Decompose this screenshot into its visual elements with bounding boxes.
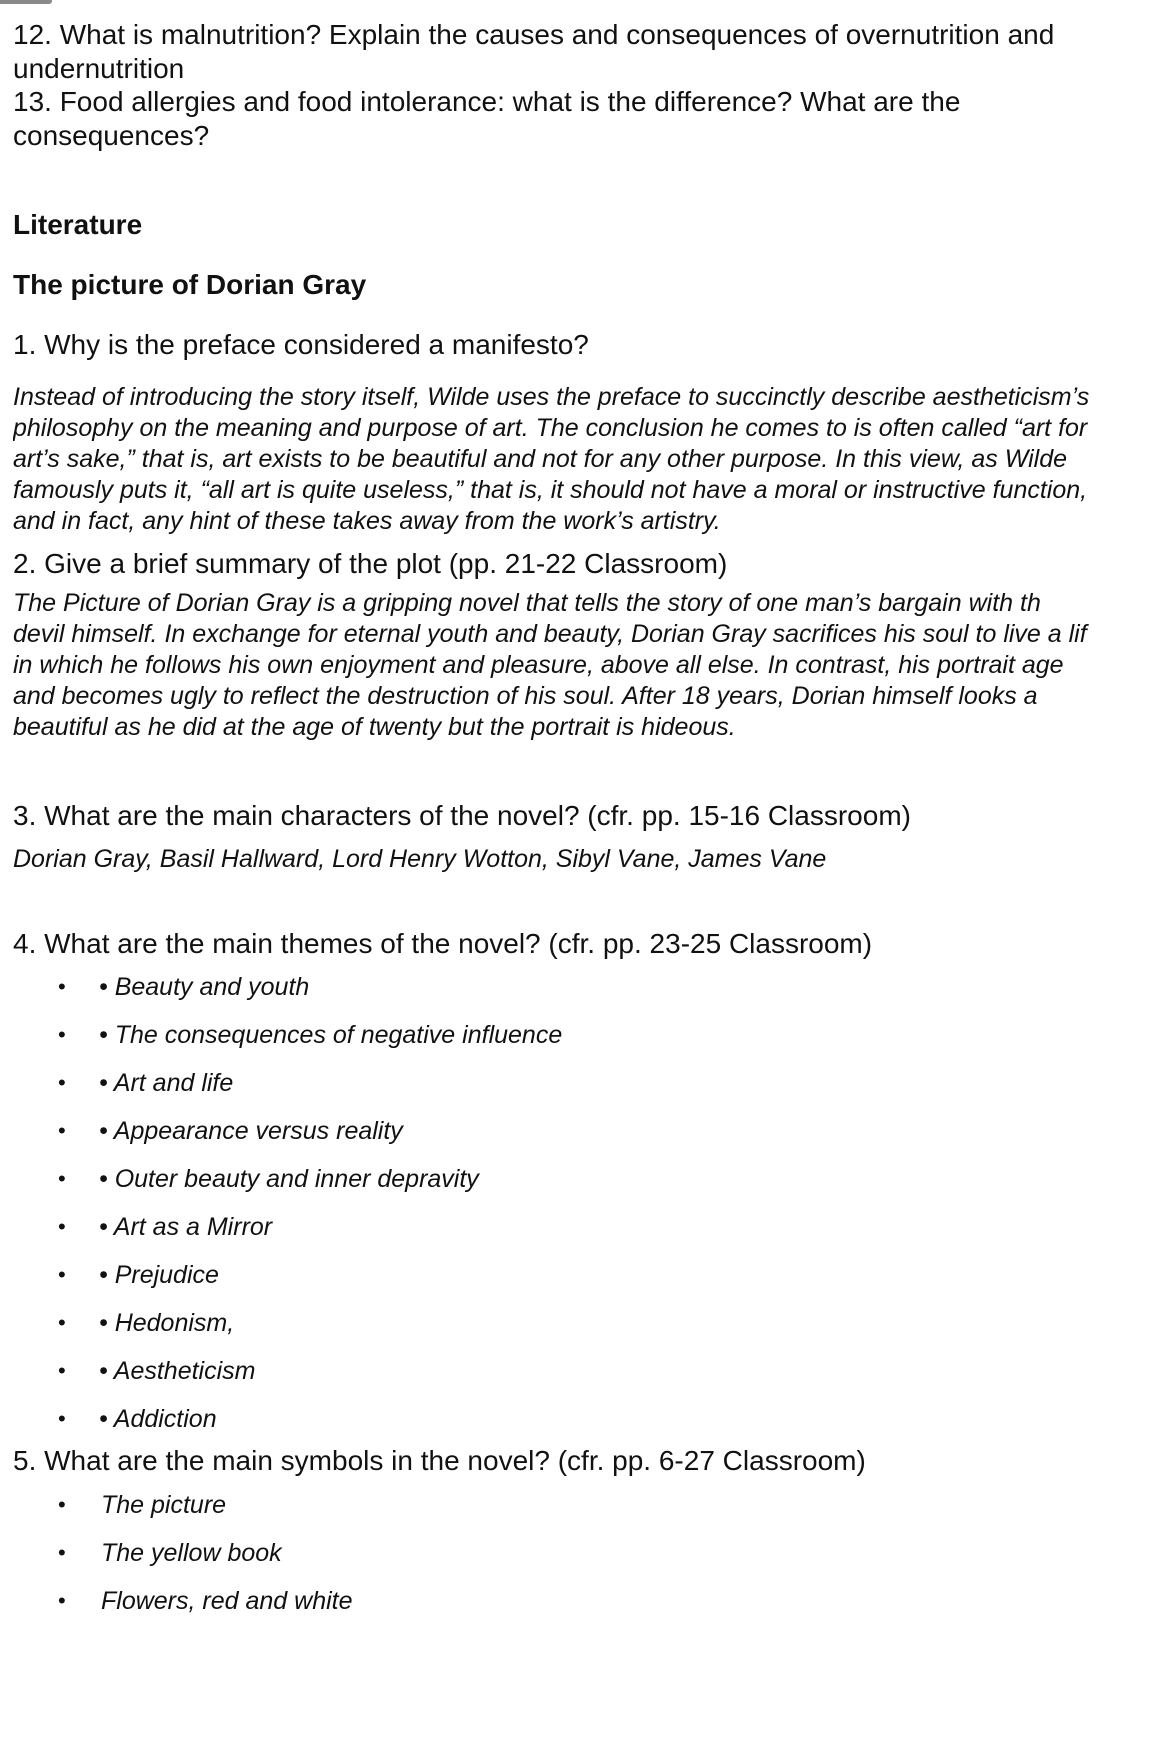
theme-text: • Outer beauty and inner depravity bbox=[99, 1165, 479, 1193]
theme-text: • The consequences of negative influence bbox=[99, 1021, 563, 1049]
answer-line: famously puts it, “all art is quite useless,” that is, it should not have a moral or instructive function, bbox=[13, 475, 1088, 504]
list-item bbox=[13, 1114, 1170, 1162]
bullet: • bbox=[58, 1022, 66, 1047]
question-text: consequences? bbox=[13, 119, 210, 151]
symbols-list bbox=[13, 1488, 1170, 1632]
list-item bbox=[13, 1306, 1170, 1354]
section-title: Literature bbox=[13, 209, 143, 240]
symbol-text: The yellow book bbox=[101, 1538, 282, 1567]
answer-line: in which he follows his own enjoyment and pleasure, above all else. In contrast, his portrait age bbox=[13, 651, 1064, 679]
question-text: 12. What is malnutrition? Explain the causes and consequences of overnutrition and bbox=[13, 19, 1055, 50]
bullet: • bbox=[58, 1587, 66, 1613]
list-item bbox=[13, 1258, 1170, 1306]
bullet: • bbox=[58, 1310, 66, 1335]
answer-line: Instead of introducing the story itself, Wilde uses the preface to succinctly describe aestheticism’s bbox=[13, 382, 1090, 411]
list-item bbox=[13, 1162, 1170, 1210]
book-title: The picture of Dorian Gray bbox=[13, 269, 367, 300]
question-3: 3. What are the main characters of the novel? (cfr. pp. 15-16 Classroom) bbox=[13, 800, 911, 831]
answer-2 bbox=[13, 588, 1170, 743]
answer-line: art’s sake,” that is, art exists to be beautiful and not for any other purpose. In this view, as Wilde bbox=[13, 444, 1068, 473]
theme-text: • Appearance versus reality bbox=[99, 1117, 403, 1145]
list-item bbox=[13, 1354, 1170, 1402]
list-item bbox=[13, 1066, 1170, 1114]
symbol-text: Flowers, red and white bbox=[101, 1586, 353, 1615]
theme-text: • Addiction bbox=[99, 1405, 217, 1433]
question-text: 13. Food allergies and food intolerance: what is the difference? What are the bbox=[13, 86, 961, 117]
question-1: 1. Why is the preface considered a manifesto? bbox=[13, 329, 589, 360]
bullet: • bbox=[58, 1491, 66, 1517]
prior-question-13 bbox=[13, 85, 1170, 152]
bullet: • bbox=[58, 1214, 66, 1239]
theme-text: • Art as a Mirror bbox=[99, 1213, 273, 1241]
question-4: 4. What are the main themes of the novel? (cfr. pp. 23-25 Classroom) bbox=[13, 927, 873, 959]
theme-text: • Aestheticism bbox=[99, 1357, 256, 1385]
answer-line: and becomes ugly to reflect the destruction of his soul. After 18 years, Dorian himself looks a bbox=[13, 682, 1038, 710]
answer-line: philosophy on the meaning and purpose of art. The conclusion he comes to is often called “art for bbox=[13, 413, 1088, 442]
question-2: 2. Give a brief summary of the plot (pp. 21-22 Classroom) bbox=[13, 547, 728, 579]
theme-text: • Hedonism, bbox=[99, 1309, 235, 1337]
bullet: • bbox=[58, 1262, 66, 1287]
theme-text: • Art and life bbox=[99, 1069, 234, 1097]
bullet: • bbox=[58, 974, 66, 999]
bullet: • bbox=[58, 1358, 66, 1383]
theme-text: • Beauty and youth bbox=[99, 973, 310, 1001]
prior-question-12 bbox=[13, 18, 1170, 85]
list-item bbox=[13, 1018, 1170, 1066]
bullet: • bbox=[58, 1070, 66, 1095]
bullet: • bbox=[58, 1166, 66, 1191]
list-item bbox=[13, 1210, 1170, 1258]
question-5: 5. What are the main symbols in the novel? (cfr. pp. 6-27 Classroom) bbox=[13, 1445, 866, 1476]
bullet: • bbox=[58, 1118, 66, 1143]
answer-line: beautiful as he did at the age of twenty but the portrait is hideous. bbox=[13, 713, 736, 741]
answer-line: and in fact, any hint of these takes away from the work’s artistry. bbox=[13, 506, 721, 535]
top-edge-indicator bbox=[0, 0, 52, 4]
answer-1 bbox=[13, 382, 1170, 537]
symbol-text: The picture bbox=[101, 1490, 227, 1519]
document-page bbox=[13, 18, 1170, 1632]
list-item bbox=[13, 1536, 1170, 1584]
answer-line: devil himself. In exchange for eternal youth and beauty, Dorian Gray sacrifices his soul to live a lif bbox=[13, 620, 1087, 648]
list-item bbox=[13, 970, 1170, 1018]
themes-list bbox=[13, 970, 1170, 1440]
bullet: • bbox=[58, 1406, 66, 1431]
question-text: undernutrition bbox=[13, 52, 185, 84]
theme-text: • Prejudice bbox=[99, 1261, 219, 1289]
bullet: • bbox=[58, 1539, 66, 1565]
list-item bbox=[13, 1402, 1170, 1440]
list-item bbox=[13, 1584, 1170, 1632]
answer-line: The Picture of Dorian Gray is a gripping novel that tells the story of one man’s bargain with th bbox=[13, 589, 1041, 617]
answer-3: Dorian Gray, Basil Hallward, Lord Henry Wotton, Sibyl Vane, James Vane bbox=[13, 844, 827, 873]
list-item bbox=[13, 1488, 1170, 1536]
